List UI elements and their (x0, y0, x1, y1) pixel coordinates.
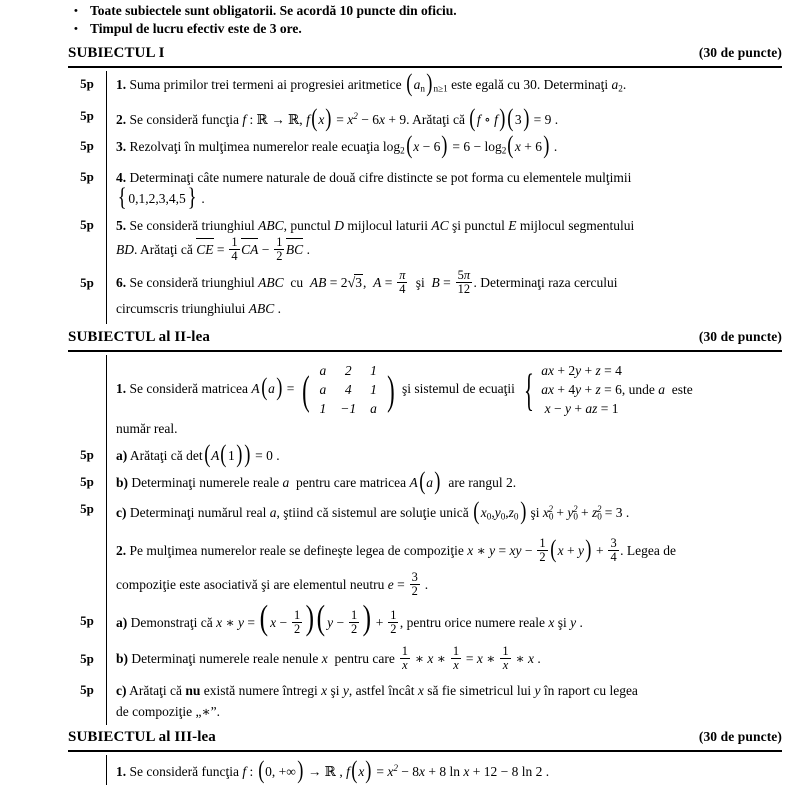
problem-number: 4. (116, 170, 127, 186)
instruction-text: Timpul de lucru efectiv este de 3 ore. (90, 21, 302, 36)
formula-function-domain: f : (0, +∞) → ℝ , $f(x) = x^2 - 8x + 8$ ln x + 12 − 8 ln 2 . (242, 755, 550, 785)
problem-line2: compoziţie este asociativă şi are elementul neutru (116, 576, 385, 592)
bullet-icon: • (74, 23, 78, 35)
seq-index: n (420, 83, 425, 94)
problem-text (116, 466, 782, 496)
ask-index: 2 (618, 83, 623, 94)
problem-mark (68, 531, 106, 605)
problem-row (68, 597, 782, 641)
problem-si: şi (330, 682, 340, 698)
problem-text (116, 103, 782, 133)
problem-lead: Demonstraţi că (130, 614, 213, 630)
problem-lead: Arătaţi că (129, 682, 182, 698)
triangle-abc: ABC (258, 275, 284, 291)
problem-text (116, 164, 782, 212)
triangle-abc: ABC (258, 218, 284, 234)
matrix-3x3: ( a 2 1 a 4 1 1 −1 a ) (301, 363, 395, 417)
problem-row (68, 212, 782, 266)
formula-vector-ce: CE = $\frac{1}{4}$ CA − $\frac{1}{2}$ BC . (196, 235, 310, 264)
problem-p4: mijlocul segmentului (519, 218, 635, 234)
problem-lead: Se consideră funcţia (129, 763, 239, 779)
problem-number: 2. (116, 542, 127, 558)
problem-value: 30 (523, 77, 537, 92)
problem-mid: şi sistemul de ecuaţii (401, 380, 515, 396)
formula-ab: AB = 2√3, (309, 275, 367, 292)
var-x: x (321, 650, 328, 666)
ask-var: a (611, 77, 619, 92)
problem-aratati: . Arătaţi că (406, 111, 465, 127)
problem-tail: , ştiind că sistemul are soluţie unică (276, 505, 469, 521)
problem-mark (68, 355, 106, 442)
point-e: E (508, 218, 517, 234)
problem-lead: Determinaţi câte numere naturale de două cifre distincte se pot forma cu elementele mulţimii (129, 170, 632, 186)
problem-p4: să fie simetricul lui (427, 682, 532, 698)
var-y: y (534, 682, 541, 698)
problem-mark: 5p (80, 137, 94, 153)
problem-legea: . Legea de (620, 542, 676, 558)
problem-text (116, 755, 782, 785)
section-iii-problems (68, 750, 782, 785)
column-divider (106, 355, 107, 442)
formula-composition-law: x ∗ y = xy − $\frac{1}{2}$ (x + y) + $\frac{3}{4}$ (467, 533, 617, 564)
problem-number: 2. (116, 111, 127, 127)
problem-mark: 5p (80, 107, 94, 123)
problem-row (68, 439, 782, 469)
problem-row (68, 164, 782, 212)
problem-mark: 5p (80, 474, 94, 490)
section-ii-problems (68, 350, 782, 725)
section-header-i (0, 38, 800, 66)
problem-p1: , punctul (283, 218, 331, 234)
problem-p3: şi punctul (452, 218, 505, 234)
column-divider (106, 442, 107, 469)
seq-var: a (413, 77, 421, 92)
var-a: a (269, 505, 277, 521)
problem-number: 1. (116, 380, 127, 396)
problem-tail: pentru care (334, 650, 395, 666)
column-divider (106, 71, 107, 103)
exam-instructions (0, 0, 800, 38)
section-title: SUBIECTUL al III-lea (68, 728, 216, 745)
problem-lead: Arătaţi că (129, 448, 183, 464)
column-divider (106, 496, 107, 531)
problem-row (68, 355, 782, 442)
problem-p3: , astfel încât (348, 682, 415, 698)
problem-lead: Se consideră triunghiul (129, 275, 255, 291)
section-i-problems (68, 66, 782, 324)
problem-mark: 5p (80, 612, 94, 628)
problem-mark: 5p (80, 501, 94, 517)
formula-neutral-element: e = $\frac{3}{2}$ . (387, 569, 429, 598)
problem-row (68, 641, 782, 677)
formula-matrix-aa: A(a) (409, 466, 441, 496)
problem-row (68, 129, 782, 165)
problem-row (68, 755, 782, 785)
problem-text (116, 212, 782, 266)
problem-row (68, 68, 782, 103)
problem-numar: număr real. (116, 421, 178, 437)
section-header-iii (0, 725, 800, 750)
problem-lead: Se consideră funcţia (129, 111, 239, 127)
problem-text (116, 641, 782, 677)
formula-inverse-equation: $\frac{1}{x}$ ∗ x ∗ $\frac{1}{x}$ = x ∗ $\frac{1}{x}$ ∗ x . (401, 643, 541, 672)
problem-si: şi (557, 614, 567, 630)
formula-matrix-a: A(a) = ( a 2 1 a 4 1 1 −1 a ) (251, 381, 402, 396)
column-divider (106, 605, 107, 641)
problem-tail: pentru care matricea (295, 475, 407, 491)
section-points: (30 de puncte) (698, 329, 782, 345)
problem-mark: 5p (80, 217, 94, 233)
column-divider (106, 677, 107, 725)
problem-si: şi (415, 275, 425, 291)
formula-factored-law: x ∗ y = ( x − $\frac{1}{2}$ )( y − $\frac{1}{2}$ ) + $\frac{1}{2}$ (216, 597, 397, 637)
problem-number: 1. (116, 763, 127, 779)
problem-text (116, 439, 782, 469)
section-title: SUBIECTUL I (68, 45, 165, 61)
problem-row (68, 103, 782, 133)
var-x: x (321, 682, 328, 698)
segment-ac: AC (431, 218, 449, 234)
problem-text (116, 496, 782, 531)
problem-cu: cu (290, 275, 304, 291)
problem-p2: mijlocul laturii (347, 218, 428, 234)
column-divider (106, 103, 107, 133)
problem-lead: Se consideră matricea (129, 380, 248, 396)
problem-text (116, 129, 782, 165)
problem-tail: , pentru orice numere reale (399, 614, 545, 630)
formula-angle-b: B = $\frac{5\pi}{12}$ (431, 268, 471, 297)
var-y: y (570, 614, 577, 630)
problem-lead: Determinaţi numărul real (129, 505, 267, 521)
section-title: SUBIECTUL al II-lea (68, 329, 210, 346)
problem-number: 6. (116, 275, 127, 291)
column-divider (106, 133, 107, 165)
column-divider (106, 266, 107, 324)
problem-lead: Suma primilor trei termeni ai progresiei aritmetice (129, 77, 402, 92)
problem-row (68, 677, 782, 725)
formula-angle-a: A = $\frac{\pi}{4}$ (373, 268, 406, 297)
formula-log-equation: $\log_2(x - 6) = 6 - \log_2(x + 6)$ . (382, 129, 558, 159)
problem-lead: Determinaţi numerele reale (131, 475, 280, 491)
problem-mark: 5p (80, 169, 94, 185)
problem-number: 5. (116, 218, 127, 234)
var-x: x (417, 682, 424, 698)
formula-composition: (f ∘ f)(3) = 9 . (469, 102, 559, 132)
column-divider (106, 164, 107, 212)
formula-solution-triple: $(x_0,y_0,z_0)$ (473, 496, 526, 526)
instruction-item (0, 2, 800, 20)
instruction-item (0, 20, 800, 38)
problem-letter: a) (116, 448, 128, 464)
formula-determinant: det(A(1)) = 0 . (186, 439, 280, 469)
problem-lead: Determinaţi numerele reale nenule (131, 650, 319, 666)
point-d: D (334, 218, 344, 234)
column-divider (106, 531, 107, 605)
ask-term: $a_2$. (611, 77, 627, 94)
formula-set: { 0,1,2,3,4,5} . (117, 182, 205, 212)
problem-aratati: . Arătaţi că (134, 242, 193, 258)
section-points: (30 de puncte) (698, 728, 782, 744)
column-divider (106, 469, 107, 496)
section-points: (30 de puncte) (698, 45, 782, 60)
problem-number: 1. (116, 77, 127, 92)
problem-row (68, 531, 782, 605)
instruction-text: Toate subiectele sunt obligatorii. Se acordă 10 puncte din oficiu. (90, 3, 457, 18)
column-divider (106, 755, 107, 785)
problem-text (116, 355, 782, 442)
seq-condition: n≥1 (433, 83, 448, 94)
triangle-abc: ABC (248, 301, 275, 317)
problem-text (116, 677, 782, 725)
problem-mark (68, 755, 106, 785)
problem-letter: a) (116, 614, 128, 630)
problem-det: . Determinaţi (536, 77, 609, 92)
column-divider (106, 212, 107, 266)
problem-mark: 5p (80, 76, 94, 91)
sequence-notation: $(a_n)_{n\ge 1}$ (406, 68, 448, 98)
problem-p6: de compoziţie „∗”. (116, 703, 221, 719)
problem-mark: 5p (80, 681, 94, 697)
problem-mark: 5p (80, 275, 94, 291)
problem-lead: Se consideră triunghiul (129, 218, 255, 234)
var-y: y (342, 682, 349, 698)
problem-mid: este egală cu (451, 77, 521, 92)
equation-system: { ax + 2y + z = 4 ax + 4y + z = 6, unde a este x − y + az = 1 (524, 363, 693, 417)
problem-row (68, 266, 782, 324)
formula-function-def: f : ℝ → ℝ, $f(x) = x^2 - 6x + 9$ (242, 102, 407, 132)
problem-row (68, 496, 782, 531)
formula-sum-squares: $x_0^2 + y_0^2 + z_0^2 = 3$ . (542, 504, 630, 522)
problem-mark: 5p (80, 650, 94, 666)
problem-rang: are rangul 2. (448, 475, 517, 491)
problem-p5: în raport cu legea (543, 682, 638, 698)
problem-lead: Rezolvaţi în mulţimea numerelor reale ecuaţia (129, 138, 380, 154)
problem-text (116, 68, 782, 103)
problem-letter: c) (116, 682, 127, 698)
section-header-ii (0, 324, 800, 350)
problem-letter: b) (116, 475, 129, 491)
bullet-icon: • (74, 5, 78, 17)
emphasis-nu: nu (185, 682, 201, 698)
problem-number: 3. (116, 138, 127, 154)
segment-bd: BD (116, 242, 134, 258)
problem-lead: Pe mulţimea numerelor reale se defineşte legea de compoziţie (129, 542, 464, 558)
problem-row (68, 466, 782, 496)
problem-letter: b) (116, 650, 129, 666)
problem-p2: există numere întregi (203, 682, 318, 698)
problem-text: a) Demonstraţi că x ∗ y = ( x − $\frac{1}{2}$ )( y − $\frac{1}{2}$ ) + $\frac{1}{2}$ , pentru orice numere reale x şi y . (116, 597, 583, 637)
problem-text: 6. Se consideră triunghiul ABC cu AB = 2√3, A = $\frac{\pi}{4}$ şi B = $\frac{5\pi}{12}$ . Determinaţi raza cercului circumscris triunghiului ABC . (116, 268, 618, 317)
problem-si: şi (530, 505, 540, 521)
column-divider (106, 641, 107, 677)
problem-text (116, 531, 782, 605)
problem-mark: 5p (80, 447, 94, 463)
var-x: x (548, 614, 555, 630)
problem-letter: c) (116, 505, 127, 521)
var-a: a (282, 475, 290, 491)
